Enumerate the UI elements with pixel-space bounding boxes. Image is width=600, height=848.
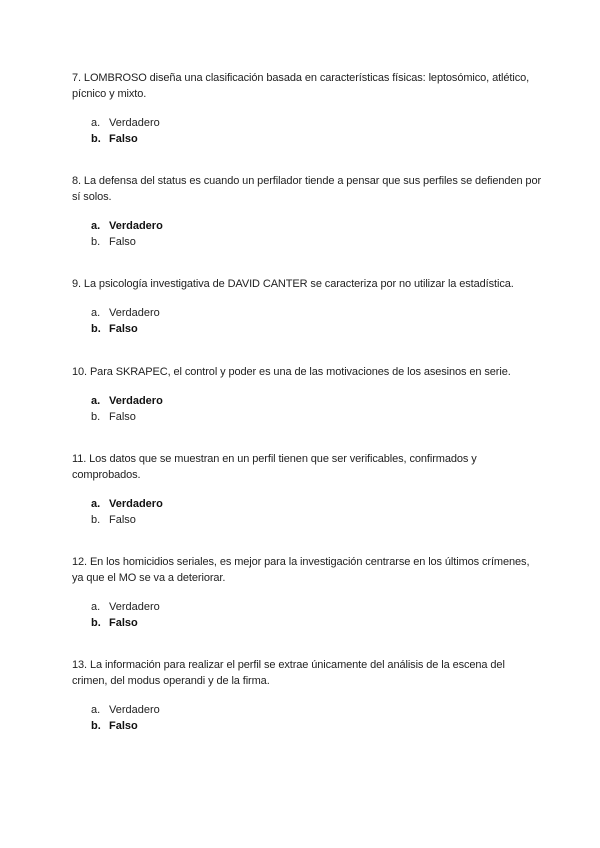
question-13 (72, 657, 542, 734)
option-letter: a. (91, 704, 101, 716)
option-list (72, 306, 542, 337)
option-label: Falso (109, 235, 136, 248)
option-label: Falso (109, 616, 138, 629)
option-label: Verdadero (109, 117, 160, 129)
question-text: 8. La defensa del status es cuando un perfilador tiende a pensar que sus perfiles se defienden por sí solos. (72, 175, 542, 203)
option-label: Falso (109, 719, 138, 732)
option-label: Verdadero (109, 704, 160, 716)
option-label: Falso (109, 410, 136, 423)
option-letter: b. (91, 322, 101, 335)
option-letter: a. (91, 395, 101, 407)
option-letter: b. (91, 132, 101, 145)
option-letter: b. (91, 410, 101, 423)
option-label: Verdadero (109, 601, 160, 613)
option-b (91, 410, 542, 426)
option-a (91, 600, 542, 616)
option-b (91, 513, 542, 529)
question-text: 13. La información para realizar el perfil se extrae únicamente del análisis de la escena del crimen, del modus operandi y de la firma. (72, 659, 505, 687)
option-b (91, 132, 542, 148)
question-10 (72, 364, 542, 425)
option-letter: a. (91, 307, 101, 319)
question-8 (72, 173, 542, 250)
option-letter: b. (91, 719, 101, 732)
option-label: Falso (109, 132, 138, 145)
option-letter: a. (91, 220, 101, 232)
option-b (91, 235, 542, 251)
option-list (72, 497, 542, 528)
question-text: 7. LOMBROSO diseña una clasificación basada en características físicas: leptosómico, atlético, pícnico y mixto. (72, 72, 530, 100)
option-label: Verdadero (109, 498, 163, 510)
option-b (91, 719, 542, 735)
option-letter: b. (91, 616, 101, 629)
option-label: Verdadero (109, 307, 160, 319)
option-b (91, 322, 542, 338)
option-label: Falso (109, 513, 136, 526)
option-a (91, 306, 542, 322)
option-list (72, 703, 542, 734)
option-letter: b. (91, 235, 101, 248)
option-list (72, 116, 542, 147)
option-letter: a. (91, 117, 101, 129)
option-label: Verdadero (109, 220, 163, 232)
option-a (91, 497, 542, 513)
question-9 (72, 276, 542, 337)
question-text: 12. En los homicidios seriales, es mejor para la investigación centrarse en los últimos crímenes, ya que el MO se va a deteriorar. (72, 556, 530, 584)
question-text: 11. Los datos que se muestran en un perfil tienen que ser verificables, confirmados y comprobados. (72, 453, 477, 481)
option-list (72, 600, 542, 631)
question-text: 9. La psicología investigativa de DAVID CANTER se caracteriza por no utilizar la estadística. (72, 278, 514, 290)
option-list (72, 394, 542, 425)
option-label: Falso (109, 322, 138, 335)
option-letter: a. (91, 498, 101, 510)
question-12 (72, 554, 542, 631)
question-text: 10. Para SKRAPEC, el control y poder es una de las motivaciones de los asesinos en serie. (72, 366, 511, 378)
option-label: Verdadero (109, 395, 163, 407)
option-a (91, 394, 542, 410)
question-11 (72, 451, 542, 528)
option-a (91, 116, 542, 132)
question-7 (72, 70, 542, 147)
option-letter: a. (91, 601, 101, 613)
option-a (91, 219, 542, 235)
option-list (72, 219, 542, 250)
option-b (91, 616, 542, 632)
option-letter: b. (91, 513, 101, 526)
option-a (91, 703, 542, 719)
